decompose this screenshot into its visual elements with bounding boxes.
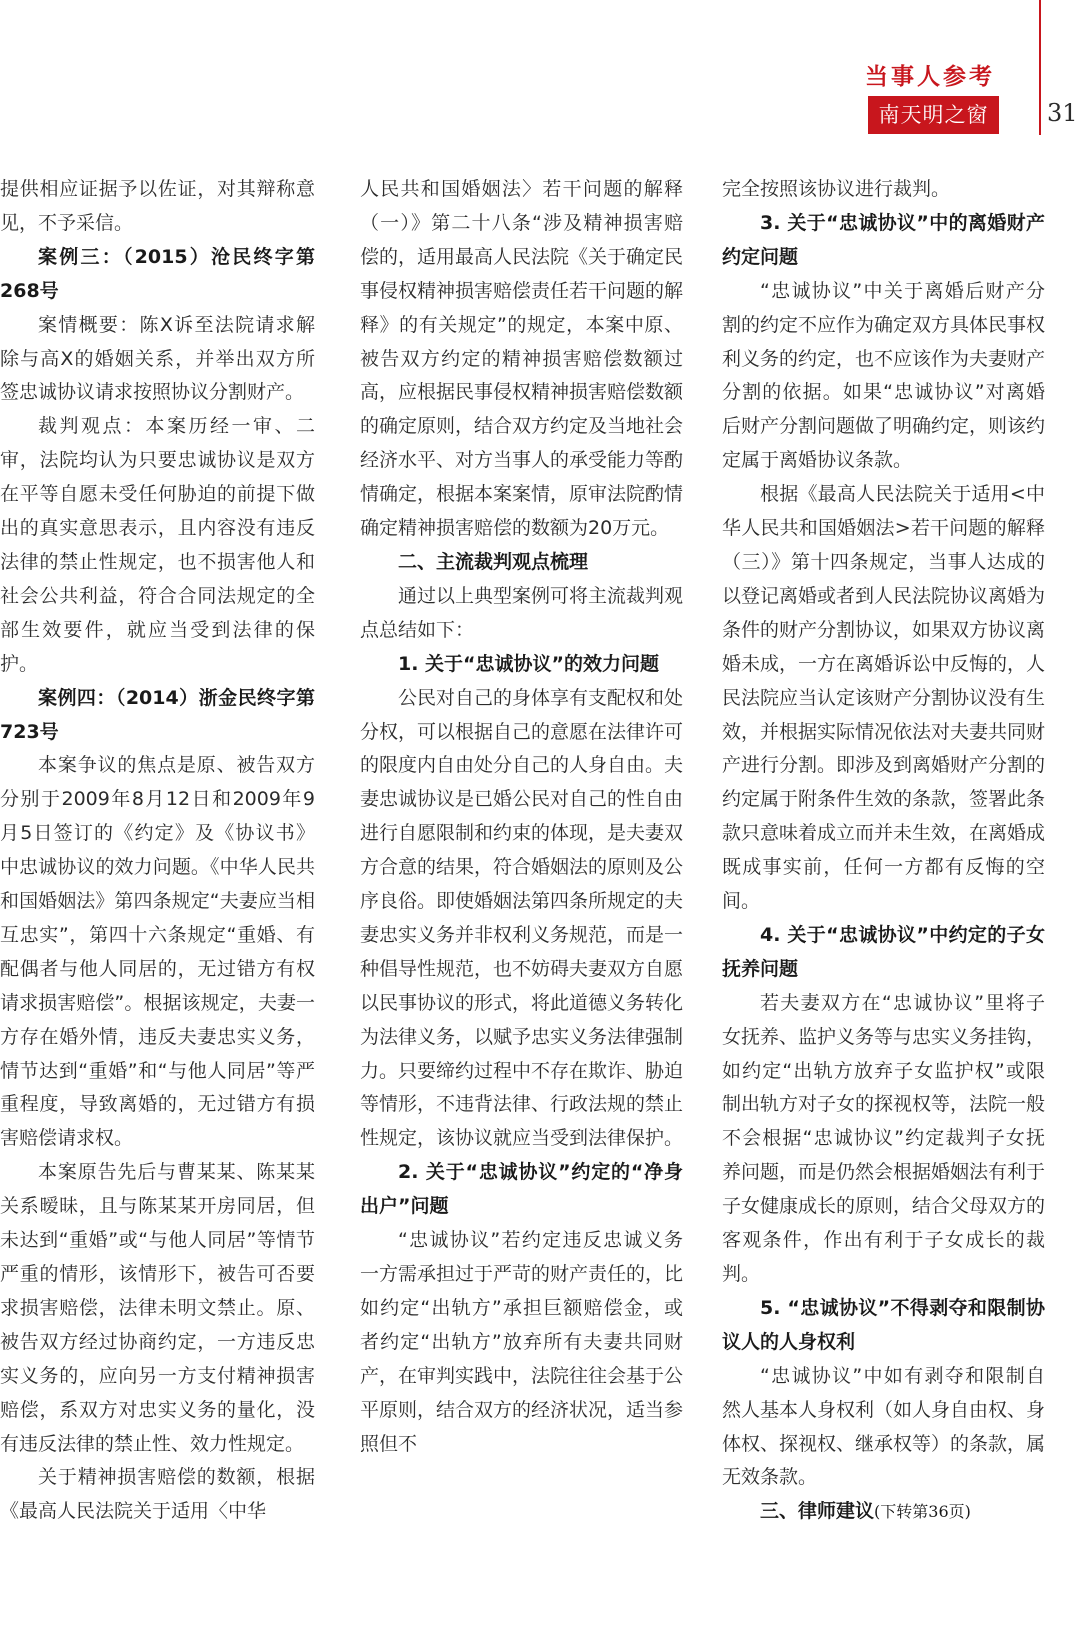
text-column-3 [722,173,1045,1529]
heading-text: 二、主流裁判观点梳理 [398,550,589,573]
paragraph: 公民对自己的身体享有支配权和处分权，可以根据自己的意愿在法律许可的限度内自由处分自己的人身自由。夫妻忠诚协议是已婚公民对自己的性自由进行自愿限制和约束的体现，是夫妻双方合意的结果，符合婚姻法的原则及公序良俗。即使婚姻法第四条所规定的夫妻忠实义务并非权利义务规范，而是一种倡导性规范，也不妨碍夫妻双方自愿以民事协议的形式，将此道德义务转化为法律义务，以赋予忠实义务法律强制力。只要缔约过程中不存在欺诈、胁迫等情形，不违背法律、行政法规的禁止性规定，该协议就应当受到法律保护。 [360,686,684,1150]
section-heading [360,546,683,580]
text-column-1 [0,173,315,1529]
section-heading [360,1156,683,1224]
paragraph: 若夫妻双方在“忠诚协议”里将子女抚养、监护义务等与忠实义务挂钩，如约定“出轨方放弃子女监护权”或限制出轨方对子女的探视权等，法院一般不会根据“忠诚协议”约定裁判子女抚养问题，而是仍然会根据婚姻法有利于子女健康成长的原则，结合父母双方的客观条件，作出有利于子女成长的裁判。 [722,991,1046,1285]
section-heading [722,919,1045,987]
continued-note: (下转第36页) [874,1502,971,1522]
paragraph: 本案原告先后与曹某某、陈某某关系暧昧，且与陈某某开房同居，但未达到“重婚”或“与他人同居”等情节严重的情形，该情形下，被告可否要求损害赔偿，法律未明文禁止。原、被告双方经过协商约定，一方违反忠实义务的，应向另一方支付精神损害赔偿，系双方对忠实义务的量化，没有违反法律的禁止性、效力性规定。 [0,1161,315,1455]
heading-text: 三、律师建议 [760,1500,875,1523]
heading-text: 4. 关于“忠诚协议”中约定的子女抚养问题 [722,923,1045,980]
paragraph: “忠诚协议”中如有剥夺和限制自然人基本人身权利（如人身自由权、身体权、探视权、继承权等）的条款，属无效条款。 [722,1364,1046,1489]
paragraph: 关于精神损害赔偿的数额，根据《最高人民法院关于适用〈中华 [0,1466,315,1523]
paragraph: 根据《最高人民法院关于适用<中华人民共和国婚姻法>若干问题的解释（三）》第十四条规定，当事人达成的以登记离婚或者到人民法院协议离婚为条件的财产分割协议，如果双方协议离婚未成，一方在离婚诉讼中反悔的，人民法院应当认定该财产分割协议没有生效，并根据实际情况依法对夫妻共同财产进行分割。即涉及到离婚财产分割的约定属于附条件生效的条款，签署此条款只意味着成立而并未生效，在离婚成既成事实前，任何一方都有反悔的空间。 [722,483,1046,913]
section-heading [360,648,683,682]
paragraph: 提供相应证据予以佐证，对其辩称意见，不予采信。 [0,178,315,234]
heading-text: 2. 关于“忠诚协议”约定的“净身出户”问题 [360,1161,683,1218]
text-column-2 [360,173,683,1461]
heading-text: 1. 关于“忠诚协议”的效力问题 [398,652,660,675]
heading-text: 3. 关于“忠诚协议”中的离婚财产约定问题 [722,211,1045,268]
paragraph: 案情概要：陈X诉至法院请求解除与高X的婚姻关系，并举出双方所签忠诚协议请求按照协议分割财产。 [0,313,315,404]
header-rule [1039,0,1041,135]
section-heading [722,207,1045,275]
section-heading [722,1292,1045,1360]
paragraph: 通过以上典型案例可将主流裁判观点总结如下： [360,584,684,641]
section-title: 当事人参考 [865,64,995,90]
column-name-badge: 南天明之窗 [868,96,999,134]
paragraph: “忠诚协议”若约定违反忠诚义务一方需承担过于严苛的财产责任的，比如约定“出轨方”承担巨额赔偿金，或者约定“出轨方”放弃所有夫妻共同财产，在审判实践中，法院往往会基于公平原则，结合双方的经济状况，适当参照但不 [360,1229,684,1455]
paragraph: 人民共和国婚姻法〉若干问题的解释（一）》第二十八条“涉及精神损害赔偿的，适用最高人民法院《关于确定民事侵权精神损害赔偿责任若干问题的解释》的有关规定”的规定，本案中原、被告双方约定的精神损害赔偿数额过高，应根据民事侵权精神损害赔偿数额的确定原则，结合双方约定及当地社会经济水平、对方当事人的承受能力等酌情确定，根据本案案情，原审法院酌情确定精神损害赔偿的数额为20万元。 [360,178,684,540]
section-heading [0,241,315,309]
paragraph: 本案争议的焦点是原、被告双方分别于2009年8月12日和2009年9月5日签订的《约定》及《协议书》中忠诚协议的效力问题。《中华人民共和国婚姻法》第四条规定“夫妻应当相互忠实”，第四十六条规定“重婚、有配偶者与他人同居的，无过错方有权请求损害赔偿”。根据该规定，夫妻一方存在婚外情，违反夫妻忠实义务，情节达到“重婚”和“与他人同居”等严重程度，导致离婚的，无过错方有损害赔偿请求权。 [0,754,315,1150]
paragraph: 完全按照该协议进行裁判。 [722,178,951,200]
paragraph: 裁判观点：本案历经一审、二审，法院均认为只要忠诚协议是双方在平等自愿未受任何胁迫的前提下做出的真实意思表示，且内容没有违反法律的禁止性规定，也不损害他人和社会公共利益，符合合同法规定的全部生效要件，就应当受到法律的保护。 [0,415,315,675]
heading-text: 5. “忠诚协议”不得剥夺和限制协议人的人身权利 [722,1296,1045,1353]
section-heading [0,682,315,750]
page-number: 31 [1047,99,1078,127]
paragraph: “忠诚协议”中关于离婚后财产分割的约定不应作为确定双方具体民事权利义务的约定，也不应该作为夫妻财产分割的依据。如果“忠诚协议”对离婚后财产分割问题做了明确约定，则该约定属于离婚协议条款。 [722,279,1046,472]
section-heading [722,1495,1045,1529]
heading-text: 案例四：（2014）浙金民终字第723号 [0,686,315,743]
heading-text: 案例三：（2015）沧民终字第268号 [0,245,315,302]
